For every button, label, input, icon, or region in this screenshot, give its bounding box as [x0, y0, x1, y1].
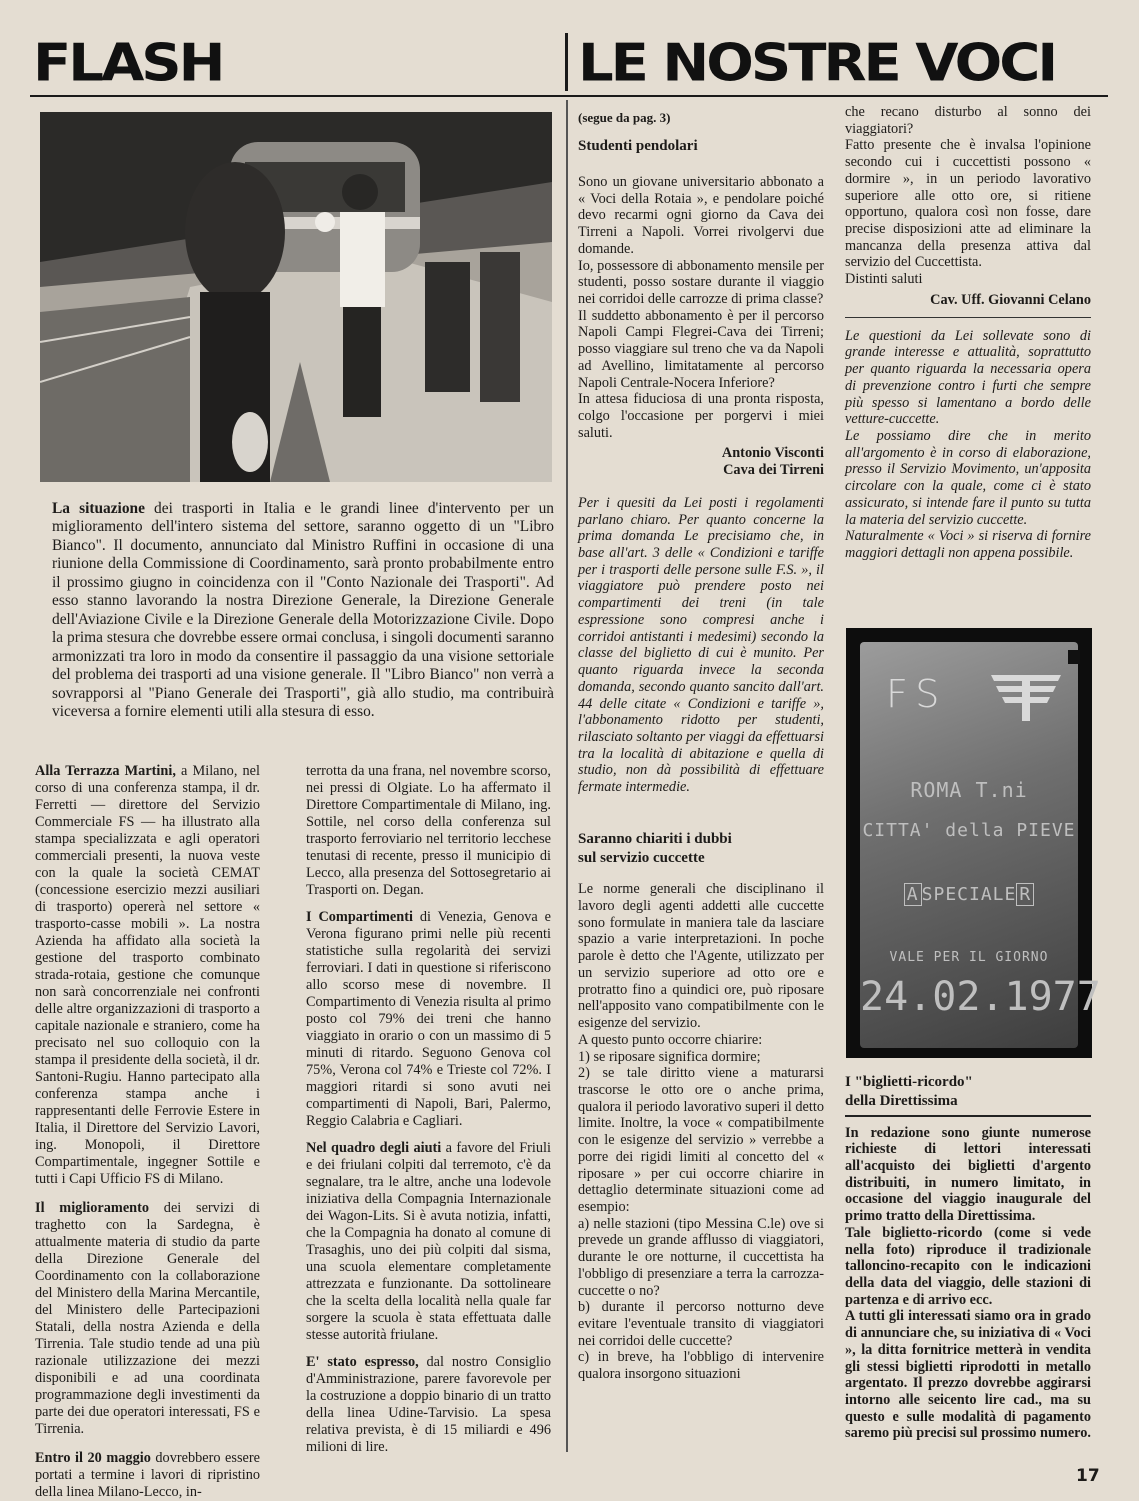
flash-item-lead: Il miglioramento — [35, 1200, 150, 1216]
signature-name: Cav. Uff. Giovanni Celano — [930, 291, 1091, 308]
letter-paragraph: Fatto presente che è invalsa l'opinione secondo cui i cuccettisti possono « dormire », in un periodo lavorativo superiore alle otto ore, si ritiene opportuno, qualora così non fosse, dare precise disposizioni atte ad eliminare la mancanza della presenza attiva dal servizio del Cuccettista. — [845, 137, 1091, 271]
letter-paragraph: Sono un giovane universitario abbonato a « Voci della Rotaia », e pendolare poiché devo recarmi ogni giorno da Cava dei Tirreni a Napoli. Vorrei rivolgervi due domande. — [578, 173, 824, 257]
ticket-validity: VALE PER IL GIORNO — [889, 950, 1049, 965]
letter-paragraph: 1) se riposare significa dormire; — [578, 1048, 761, 1065]
letter-paragraph: Le norme generali che disciplinano il lavoro degli agenti addetti alle cuccette sono formulate in maniera tale da lasciare spazio a varie interpretazioni. In poche parole è detto che l'Agente, utilizzato per un servizio superiore ad otto ore e protratto fino a quindici ore, può riposare nell'apposito vano compatibilmente con le esigenze del servizio. — [578, 881, 824, 1032]
flash-item-text: dal nostro Consiglio d'Amministrazione, parere favorevole per la costruzione a doppio binario di un tratto della linea Udine-Tarvisio. La spesa relativa prevista, è di 15 miliardi e 496 milioni di lire. — [306, 1354, 552, 1455]
voci-column-2 — [845, 104, 1091, 562]
center-column-rule — [566, 100, 568, 1452]
flash-item — [35, 763, 260, 1188]
flash-item — [306, 763, 551, 899]
heading-cuccette: Saranno chiariti i dubbi — [578, 830, 732, 847]
ticket-photo — [846, 628, 1101, 1058]
flash-item — [306, 909, 551, 1130]
continued-note: (segue da pag. 3) — [578, 110, 671, 125]
intro-lead: La situazione — [52, 500, 145, 517]
ticket-brand: FS — [886, 672, 948, 716]
section-header-le-nostre-voci: LE NOSTRE VOCI — [578, 33, 1056, 94]
flash-item-lead: Entro il 20 maggio — [35, 1450, 151, 1466]
heading-direttissima: della Direttissima — [845, 1092, 958, 1109]
signature-place: Cava dei Tirreni — [723, 462, 824, 479]
ticket-r-box: R — [1016, 883, 1034, 906]
ticket-line-from: ROMA T.ni — [910, 778, 1028, 802]
letter-paragraph: Il suddetto abbonamento è per il percorso Napoli Campi Flegrei-Cava dei Tirreni; posso viaggiare sul treno che va da Napoli ad Avellino, limitatamente al percorso Napoli Centrale-Nocera Inferiore? — [578, 307, 824, 391]
letter-paragraph: A questo punto occorre chiarire: — [578, 1031, 763, 1048]
ticket-hole — [1068, 650, 1080, 664]
station-photo — [40, 112, 552, 482]
ticket-line-to: CITTA' della PIEVE — [862, 820, 1076, 841]
flash-item-lead: Alla Terrazza Martini, — [35, 763, 176, 779]
ticket-article — [845, 1073, 1091, 1442]
heading-biglietti-ricordo: I "biglietti-ricordo" — [845, 1074, 973, 1090]
flash-item-text: a Milano, nel corso di una conferenza stampa, il dr. Ferretti — direttore del Servizio Commerciale FS — ha illustrato alla stampa specializzata e agli operatori commerciali presenti, la nuova veste con la quale la società CEMAT (concessione esercizio mezzi ausiliari di trasporto) opererà nel settore « trasporto-casse mobili ». La nostra Azienda ha affidato alla società la gestione del trasporto combinato strada-rotaia, gestione che comunque non sarà concorrenziale nei confronti delle altre organizzazioni di trasporto a capitale nazionale e straniero, come ha precisato nel suo colloquio con la stampa il presidente della società, il dr. Santoni-Rugiu. Hanno partecipato alla conferenza stampa anche i rappresentanti delle Ferrovie Estere in Italia, il Direttore del Servizio Lavori, ing. Monopoli, il Direttore Compartimentale, ingegner Sottile e tutti i Capi Ufficio FS di Milano. — [35, 763, 260, 1187]
flash-item-lead: I Compartimenti — [306, 909, 413, 925]
section-header-flash: FLASH — [33, 33, 223, 94]
separator-line — [845, 1115, 1091, 1117]
ticket-a-box: A — [904, 883, 922, 906]
flash-column-2 — [306, 763, 551, 1456]
flash-item-lead: E' stato espresso, — [306, 1354, 419, 1370]
flash-item-text: di Venezia, Genova e Verona figurano primi nelle più recenti statistiche sulla regolarità dei servizi ferroviari. I dati in questione si riferiscono allo scorso mese di novembre. Il Compartimento di Venezia risulta al primo posto col 79% dei treni che hanno viaggiato in orario o con un massimo di 5 minuti di ritardo. Seguono Genova col 75%, Verona col 74% e Trieste col 72%. I maggiori ritardi si sono avuti nei compartimenti di Napoli, Bari, Palermo, Reggio Calabria e Cagliari. — [306, 909, 551, 1129]
ticket-speciale: SPECIALE — [921, 884, 1017, 905]
letter-paragraph: Distinti saluti — [845, 271, 923, 288]
article-paragraph: Tale biglietto-ricordo (come si vede nella foto) riproduce il tradizionale talloncino-recapito con le indicazioni della data del viaggio, delle stazioni di partenza e di arrivo ecc. — [845, 1224, 1091, 1308]
editor-reply: Naturalmente « Voci » si riserva di fornire maggiori dettagli non appena possibile. — [845, 528, 1091, 561]
flash-item — [306, 1354, 551, 1456]
voci-column-1 — [578, 110, 824, 1383]
letter-paragraph: c) in breve, ha l'obbligo di intervenire qualora insorgono situazioni — [578, 1349, 824, 1383]
flash-item — [35, 1450, 260, 1501]
letter-paragraph: 2) se tale diritto viene a maturarsi trascorse le otto ore o anche prima, qualora il periodo lavorativo superi il detto limite. Inoltre, la voce « compatibilmente con le esigenze del servizio » verrebbe a porre dei rigidi limiti al concetto del « riposare » per cui occorre chiarire in dettaglio determinate situazioni come ad esempio: — [578, 1065, 824, 1215]
fs-winged-logo-icon — [986, 670, 1066, 724]
flash-item-text: dei servizi di traghetto con la Sardegna, è attualmente materia di studio da parte della Direzione Generale del Coordinamento con la collaborazione del Ministero della Marina Mercantile, del Ministero delle Partecipazioni Statali, della nostra Azienda e della Tirrenia. Tale studio tende ad una più razionale utilizzazione dei mezzi disponibili e ad una coordinata programmazione degli investimenti da parte dei due operatori interessati, FS e Tirrenia. — [35, 1200, 261, 1437]
flash-item-lead: Nel quadro degli aiuti — [306, 1140, 442, 1156]
article-paragraph: In redazione sono giunte numerose richieste di lettori interessati all'acquisto dei biglietti d'argento distribuiti, in numero limitato, in occasione del viaggio inaugurale del primo tratto della Direttissima. — [845, 1124, 1091, 1225]
editor-reply: Le possiamo dire che in merito all'argomento è in corso di elaborazione, presso il Servizio Movimento, un'apposita circolare con la quale, come ci è stato assicurato, si intende fare il punto su tutta la materia del servizio cuccette. — [845, 427, 1091, 528]
heading-studenti-pendolari: Studenti pendolari — [578, 138, 698, 155]
letter-paragraph: che recano disturbo al sonno dei viaggiatori? — [845, 104, 1091, 137]
flash-item-text: dovrebbero essere portati a termine i lavori di ripristino della linea Milano-Lecco, in- — [35, 1450, 260, 1500]
header-rule — [30, 95, 1108, 97]
editor-reply: Le questioni da Lei sollevate sono di grande interesse e attualità, soprattutto per quanto riguarda la necessaria opera di prevenzione contro i furti che sempre più spesso si lamentano a bordo delle vetture-cuccette. — [845, 327, 1091, 428]
letter-paragraph: a) nelle stazioni (tipo Messina C.le) ove si prevede un grande afflusso di viaggiatori, durante le ore notturne, il cuccettista ha l'obbligo di presenziare a terra la carrozza-cuccette o no? — [578, 1215, 824, 1299]
intro-text: dei trasporti in Italia e le grandi linee d'intervento per un miglioramento dell'intero sistema del settore, saranno oggetto di un "Libro Bianco". Il documento, annunciato dal Ministro Ruffini in occasione di una riunione della Commissione di Coordinamento, sarà pronto probabilmente entro il prossimo giugno in coincidenza con il "Conto Nazionale dei Trasporti". Ad esso stanno lavorando la nostra Direzione Generale, la Direzione Generale dell'Aviazione Civile e la Direzione Generale della Motorizzazione Civile. Dopo la prima stesura che dovrebbe essere ormai conclusa, i singoli documenti saranno armonizzati tra loro in modo da consentire il passaggio da una visione settoriale del problema dei trasporti ad una visione generale. Il "Libro Bianco" non verrà a sovrapporsi al "Piano Generale dei Trasporti", già allo studio, ma contribuirà viceversa a fornire elementi utili alla stesura di esso. — [52, 500, 554, 721]
flash-item-text: terrotta da una frana, nel novembre scorso, nei pressi di Olgiate. Lo ha affermato il Direttore Compartimentale di Milano, ing. Sottile, nel corso della conferenza sul trasporto ferroviario nel territorio lecchese tenutasi di recente, presso il municipio di Lecco, alla presenza del Sottosegretario ai Trasporti on. Degan. — [306, 763, 551, 898]
article-paragraph: A tutti gli interessati siamo ora in grado di annunciare che, su iniziativa di « Voci », la ditta fornitrice metterà in vendita gli stessi biglietti riprodotti in metallo argentato. Il prezzo dovrebbe aggirarsi intorno alle seicento lire cad., ma su questo e sulle modalità di pagamento saremo più precisi sul prossimo numero. — [845, 1308, 1091, 1442]
flash-item — [306, 1140, 551, 1344]
flash-column-1 — [35, 763, 260, 1501]
signature-name: Antonio Visconti — [721, 445, 824, 462]
heading-cuccette-line2: sul servizio cuccette — [578, 849, 705, 866]
intro-paragraph — [52, 500, 554, 722]
header-divider — [565, 33, 568, 91]
letter-paragraph: Io, possessore di abbonamento mensile per studenti, posso sostare durante il viaggio nei corridoi delle carrozze di prima classe? — [578, 257, 824, 307]
letter-paragraph: In attesa fiduciosa di una pronta risposta, colgo l'occasione per porgervi i miei saluti. — [578, 391, 824, 441]
letter-paragraph: b) durante il percorso notturno deve evitare l'eventuale transito di viaggiatori nei corridoi delle cuccette? — [578, 1299, 824, 1349]
station-photo-illustration — [40, 112, 552, 482]
ticket-date: 24.02.1977 — [860, 974, 1101, 1020]
page-number: 17 — [1076, 1466, 1100, 1486]
flash-item — [35, 1200, 260, 1438]
separator-line — [845, 317, 1091, 318]
flash-item-text: a favore del Friuli e dei friulani colpiti dal terremoto, c'è da segnalare, tra le altre, anche una lodevole iniziativa della Compagnia Internazionale dei Wagon-Lits. Si è avuta notizia, infatti, che la Compagnia ha donato al comune di Trasaghis, uno dei più colpiti dal sisma, una scuola elementare completamente attrezzata e funzionante. Da sottolineare che la scelta della località nella quale far sorgere la scuola è stata effettuata dalle stesse autorità friulane. — [306, 1140, 551, 1343]
editor-reply: Per i quesiti da Lei posti i regolamenti parlano chiaro. Per quanto concerne la prima domanda Le precisiamo che, in base all'art. 3 delle « Condizioni e tariffe per i trasporti delle persone sulle F.S. », il viaggiatore può prendere posto nei compartimenti dei treni (in tale espressione sono compresi anche i corridoi antistanti i medesimi) secondo la classe del biglietto di cui è munito. Per quanto riguarda invece la seconda domanda, secondo quanto sancito dall'art. 44 delle citate « Condizioni e tariffe », l'abbonamento ridotto per studenti, rilasciato soltanto per viaggi da effettuarsi tra la località di abitazione e quella di studio, non dà possibilità di effettuare fermate intermedie. — [578, 494, 824, 796]
ticket-line-type — [860, 884, 1078, 905]
